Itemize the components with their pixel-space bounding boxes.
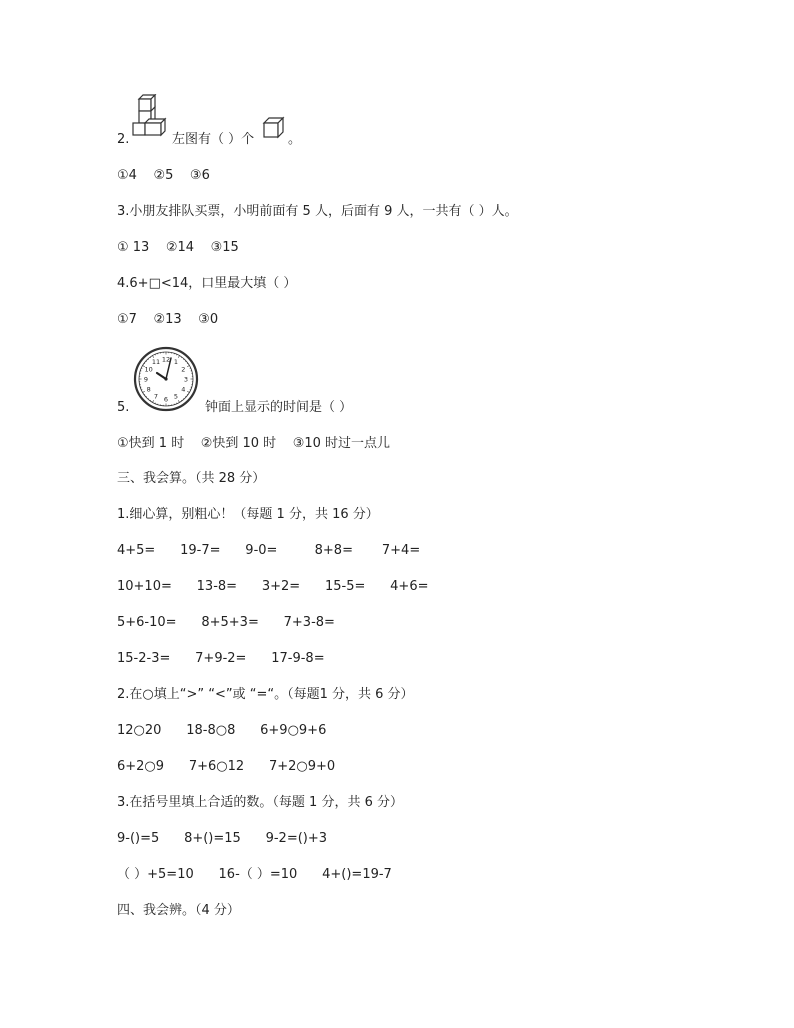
compare-row: 12○20 18-8○8 6+9○9+6 (117, 723, 327, 738)
stacked-cubes-figure (131, 94, 171, 138)
clock-figure (133, 346, 199, 412)
section4-heading: 四、我会辨。（4 分） (117, 903, 240, 918)
clock-number: 5 (173, 392, 179, 401)
section3-part1-heading: 1.细心算，别粗心！（每题 1 分，共 16 分） (117, 507, 379, 522)
fill-row: （ ）+5=10 16-（ ）=10 4+()=19-7 (117, 867, 392, 882)
compare-row: 6+2○9 7+6○12 7+2○9+0 (117, 759, 336, 774)
calc-row: 10+10= 13-8= 3+2= 15-5= 4+6= (117, 579, 429, 594)
q4-options: ①7 ②13 ③0 (117, 312, 219, 327)
calc-row: 5+6-10= 8+5+3= 7+3-8= (117, 615, 335, 630)
q5-text: 钟面上显示的时间是（ ） (205, 400, 353, 415)
clock-number: 10 (144, 365, 153, 374)
clock-number: 8 (146, 385, 151, 394)
q2-number: 2. (117, 132, 130, 147)
clock-number: 9 (143, 375, 149, 384)
clock-number: 11 (151, 357, 161, 366)
section3-part3-heading: 3.在括号里填上合适的数。（每题 1 分，共 6 分） (117, 795, 403, 810)
single-cube-figure (261, 116, 287, 140)
clock-number: 4 (181, 385, 186, 394)
q2-text: 左图有（ ）个 (172, 132, 255, 147)
q3-text: 3.小朋友排队买票，小明前面有 5 人，后面有 9 人，一共有（ ）人。 (117, 204, 518, 219)
calc-row: 4+5= 19-7= 9-0= 8+8= 7+4= (117, 543, 421, 558)
section3-heading: 三、我会算。（共 28 分） (117, 471, 266, 486)
clock-number: 3 (183, 375, 189, 384)
q2-end-mark: 。 (288, 132, 302, 147)
clock-number: 2 (181, 365, 186, 374)
clock-number: 7 (153, 392, 159, 401)
q5-options: ①快到 1 时 ②快到 10 时 ③10 时过一点儿 (117, 436, 391, 451)
clock-number: 12 (161, 355, 171, 364)
q2-options: ①4 ②5 ③6 (117, 168, 210, 183)
fill-row: 9-()=5 8+()=15 9-2=()+3 (117, 831, 328, 846)
clock-number: 1 (173, 357, 179, 366)
calc-row: 15-2-3= 7+9-2= 17-9-8= (117, 651, 325, 666)
clock-number: 6 (163, 395, 169, 404)
q5-number: 5. (117, 400, 130, 415)
q4-text: 4.6+□<14，口里最大填（ ） (117, 276, 297, 291)
section3-part2-heading: 2.在○填上“>” “<”或 “=“。（每题1 分，共 6 分） (117, 687, 414, 702)
q3-options: ① 13 ②14 ③15 (117, 240, 239, 255)
